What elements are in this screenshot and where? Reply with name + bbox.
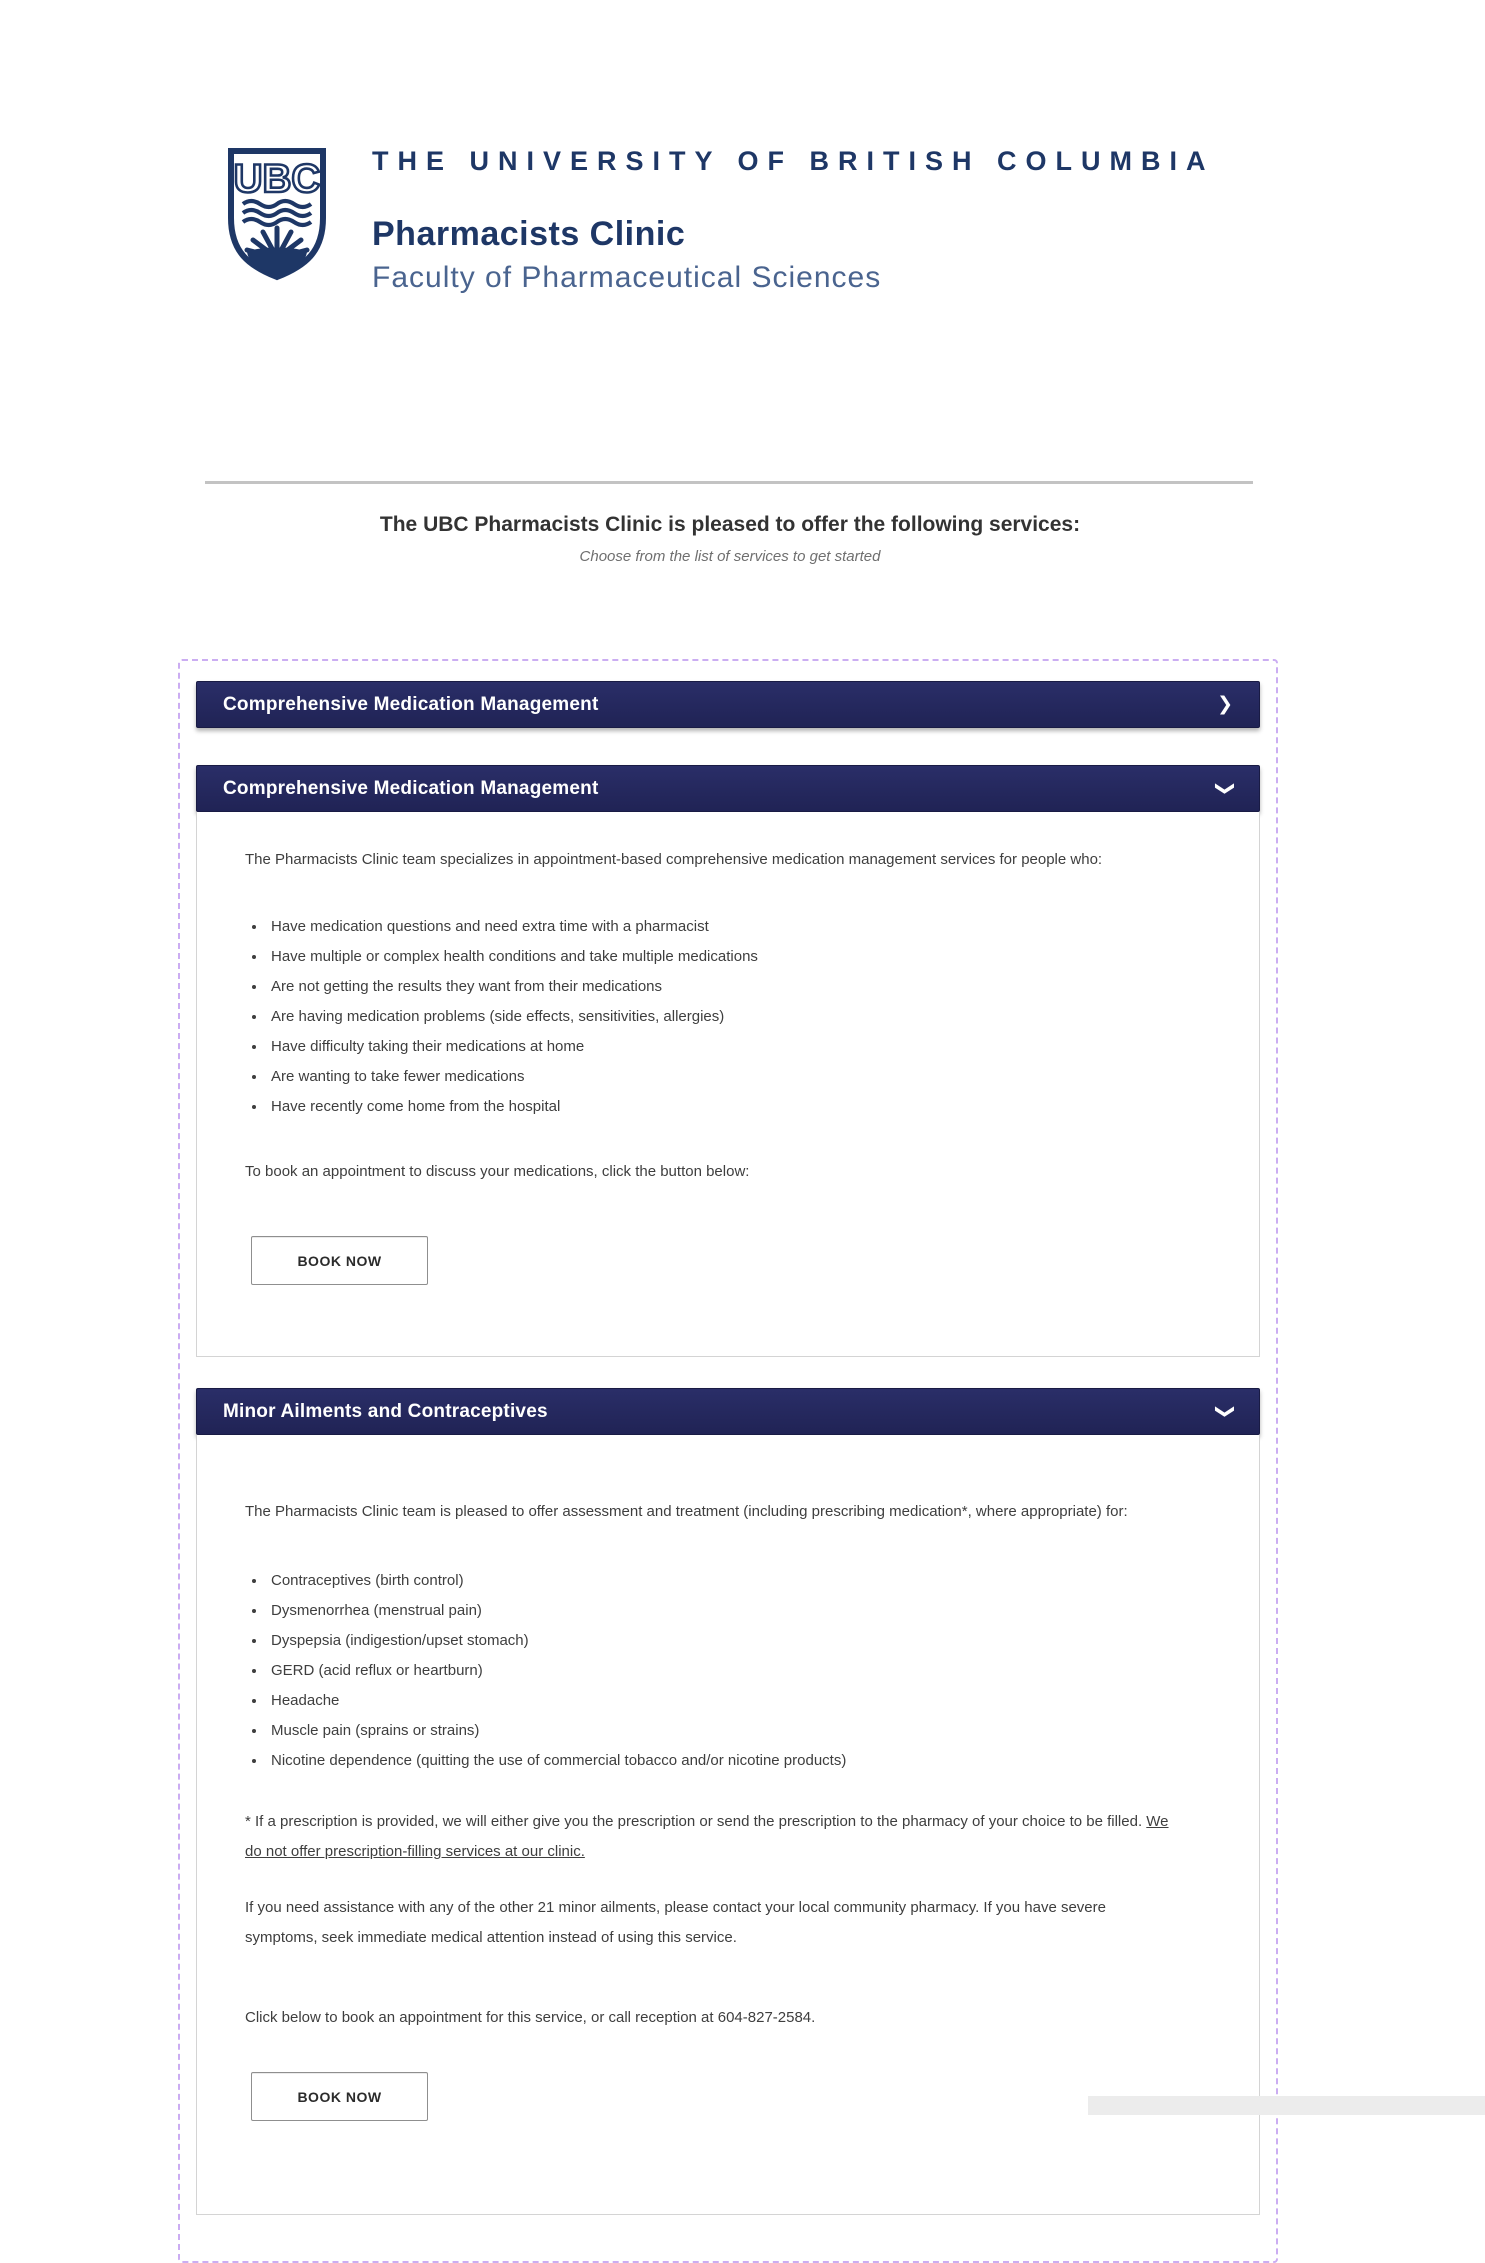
- services-subheading: Choose from the list of services to get started: [579, 548, 881, 565]
- panel-intro-text: The Pharmacists Clinic team specializes in appointment-based comprehensive medication management services for people who:: [245, 851, 1103, 868]
- accordion-title: Comprehensive Medication Management: [223, 777, 599, 799]
- svg-text:UBC: UBC: [233, 157, 321, 201]
- accordion-title: Comprehensive Medication Management: [223, 693, 599, 715]
- chevron-down-icon: ❯: [1214, 1403, 1236, 1420]
- bullet-item: • Are not getting the results they want from their medications: [267, 972, 1167, 1002]
- accordion-header-minor-ailments[interactable]: [196, 1388, 1260, 1435]
- bullet-item: • Muscle pain (sprains or strains): [267, 1716, 1167, 1746]
- prescription-footnote: [245, 1807, 1175, 1867]
- university-wordmark: THE UNIVERSITY OF BRITISH COLUMBIA: [372, 146, 1215, 176]
- services-heading: The UBC Pharmacists Clinic is pleased to offer the following services:: [379, 513, 1081, 536]
- accordion-title: Minor Ailments and Contraceptives: [223, 1400, 548, 1422]
- panel-intro-text: The Pharmacists Clinic team is pleased to offer assessment and treatment (including prescribing medication*, where appropriate) for:: [245, 1503, 1128, 1520]
- cmm-bullet-list: [249, 912, 1167, 1122]
- bullet-item: • Contraceptives (birth control): [267, 1566, 1167, 1596]
- cta-text: Click below to book an appointment for this service, or call reception at 604-827-2584.: [245, 2009, 816, 2026]
- bottom-edge-artifact: [1088, 2096, 1485, 2115]
- accordion-header-cmm-collapsed[interactable]: [196, 681, 1260, 728]
- bullet-item: • Have multiple or complex health conditions and take multiple medications: [267, 942, 1167, 972]
- services-container: [178, 659, 1278, 2263]
- bullet-item: • Are having medication problems (side effects, sensitivities, allergies): [267, 1002, 1167, 1032]
- bullet-item: • Have recently come home from the hospital: [267, 1092, 1167, 1122]
- bullet-item: • Are wanting to take fewer medications: [267, 1062, 1167, 1092]
- faculty-subtitle: Faculty of Pharmaceutical Sciences: [372, 261, 882, 294]
- bullet-item: • Headache: [267, 1686, 1167, 1716]
- footnote-underlined-text: We do not offer prescription-filling services at our clinic.: [245, 1813, 1169, 1860]
- book-now-button[interactable]: BOOK NOW: [251, 2072, 428, 2121]
- minor-ailments-bullet-list: [249, 1566, 1167, 1776]
- footnote-text: * If a prescription is provided, we will either give you the prescription or send the prescription to the pharmacy of your choice to be filled.: [245, 1813, 1147, 1830]
- bullet-item: • Dysmenorrhea (menstrual pain): [267, 1596, 1167, 1626]
- bullet-item: • GERD (acid reflux or heartburn): [267, 1656, 1167, 1686]
- chevron-right-icon: ❯: [1217, 694, 1233, 715]
- panel-outro-text: To book an appointment to discuss your medications, click the button below:: [245, 1163, 750, 1180]
- book-now-button[interactable]: BOOK NOW: [251, 1236, 428, 1285]
- ubc-logo-icon: [225, 146, 329, 282]
- assistance-text: If you need assistance with any of the other 21 minor ailments, please contact your local community pharmacy. If you have severe symptoms, seek immediate medical attention instead of using this service.: [245, 1899, 1106, 1946]
- bullet-item: • Dyspepsia (indigestion/upset stomach): [267, 1626, 1167, 1656]
- clinic-title: Pharmacists Clinic: [372, 215, 686, 253]
- bullet-item: • Nicotine dependence (quitting the use of commercial tobacco and/or nicotine products): [267, 1746, 1167, 1776]
- section-divider: [205, 481, 1253, 484]
- bullet-item: • Have difficulty taking their medications at home: [267, 1032, 1167, 1062]
- bullet-item: • Have medication questions and need extra time with a pharmacist: [267, 912, 1167, 942]
- chevron-down-icon: ❯: [1214, 780, 1236, 797]
- accordion-header-cmm-expanded[interactable]: [196, 765, 1260, 812]
- accordion-panel-cmm: [196, 812, 1260, 1357]
